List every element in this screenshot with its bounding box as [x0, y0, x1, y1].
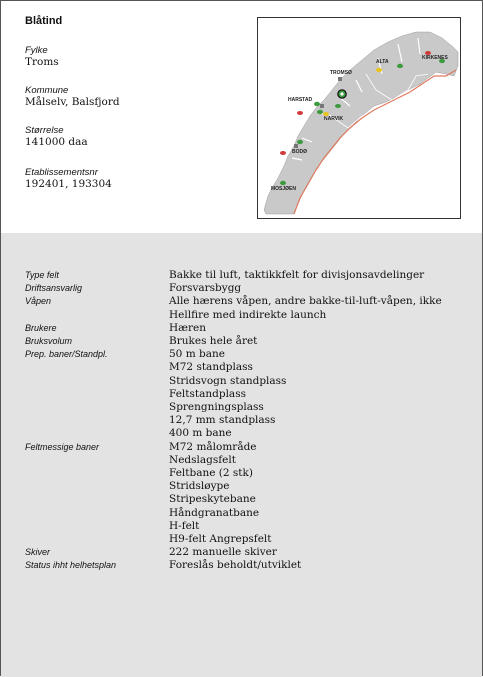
field-value: 192401, 193304 — [25, 178, 112, 190]
detail-value: Stridsvogn standplass — [169, 374, 287, 387]
detail-value: M72 standplass — [169, 361, 253, 374]
field-kommune — [25, 85, 120, 108]
field-value: Målselv, Balsfjord — [25, 96, 120, 108]
header-section — [1, 1, 482, 233]
detail-values — [169, 282, 475, 295]
field-label: Kommune — [25, 85, 69, 96]
field-label: Størrelse — [25, 125, 64, 136]
detail-label: Type felt — [25, 270, 59, 280]
detail-value: 400 m bane — [169, 427, 232, 440]
detail-row-driftsansvarlig — [25, 282, 475, 295]
detail-value: M72 målområde — [169, 440, 257, 453]
detail-label: Status ihht helhetsplan — [25, 560, 117, 571]
detail-value: Sprengningsplass — [169, 401, 264, 414]
detail-value: Håndgranatbane — [169, 506, 260, 519]
detail-values — [169, 322, 475, 335]
page-title: Blåtind — [25, 15, 63, 27]
map-label-harstad: HARSTAD — [288, 97, 313, 103]
location-map — [257, 17, 461, 219]
detail-value: Stridsløype — [169, 480, 230, 493]
map-label-kirkenes: KIRKENES — [422, 55, 448, 61]
detail-label: Driftsansvarlig — [25, 283, 83, 294]
marker-square — [320, 104, 324, 108]
detail-row-feltmessige-baner — [25, 441, 475, 547]
map-label-bodo: BODØ — [292, 149, 307, 155]
detail-value: Brukes hele året — [169, 335, 258, 348]
detail-value: Feltbane (2 stk) — [169, 467, 253, 480]
detail-row-vapen — [25, 295, 475, 321]
field-label: Fylke — [25, 45, 48, 56]
detail-value: Hæren — [169, 321, 207, 334]
map-label-alta: ALTA — [376, 59, 389, 65]
marker-center — [340, 92, 343, 95]
detail-row-type-felt — [25, 269, 475, 282]
detail-label: Bruksvolum — [25, 336, 73, 347]
marker-green — [317, 110, 323, 114]
detail-values — [169, 269, 475, 282]
detail-values — [169, 335, 475, 348]
detail-row-status — [25, 559, 475, 572]
detail-value: Forsvarsbygg — [169, 282, 242, 295]
field-value: 141000 daa — [25, 136, 88, 148]
map-label-tromso: TROMSØ — [330, 70, 352, 76]
marker-green — [297, 140, 303, 144]
detail-value: Stripeskytebane — [169, 493, 256, 506]
detail-value: Alle hærens våpen, andre bakke-til-luft-våpen, ikke Hellfire med indirekte launch — [169, 295, 442, 321]
marker-red — [280, 151, 286, 155]
field-value: Troms — [25, 56, 59, 68]
detail-row-skiver — [25, 546, 475, 559]
detail-value: 12,7 mm standplass — [169, 414, 276, 427]
map-label-mosjoen: MOSJØEN — [271, 186, 297, 192]
field-label: Etablissementsnr — [25, 167, 98, 178]
detail-label: Prep. baner/Standpl. — [25, 349, 108, 360]
detail-values — [169, 546, 475, 559]
marker-square — [338, 77, 342, 81]
marker-green — [397, 64, 403, 68]
detail-value: Bakke til luft, taktikkfelt for divisjonsavdelinger — [169, 269, 425, 281]
marker-yellow — [376, 68, 382, 72]
detail-value: Foreslås beholdt/utviklet — [169, 559, 302, 572]
detail-label: Feltmessige baner — [25, 441, 100, 452]
details-table — [25, 269, 475, 573]
field-etablissementsnr — [25, 167, 112, 190]
detail-label: Våpen — [25, 296, 52, 307]
marker-red — [297, 111, 303, 115]
detail-values — [169, 441, 475, 547]
field-fylke — [25, 45, 59, 68]
detail-label: Skiver — [25, 547, 51, 558]
northern-norway-map — [258, 18, 460, 218]
marker-green — [335, 104, 341, 108]
detail-value: Feltstandplass — [169, 387, 246, 400]
detail-values — [169, 348, 475, 440]
marker-green — [280, 181, 286, 185]
marker-green — [314, 102, 320, 106]
detail-values — [169, 295, 475, 321]
detail-value: 222 manuelle skiver — [169, 546, 277, 559]
detail-value: H9-felt Angrepsfelt — [169, 533, 272, 546]
marker-square — [294, 144, 298, 148]
detail-row-prep-baner — [25, 348, 475, 440]
detail-value: H-felt — [169, 519, 200, 532]
detail-row-bruksvolum — [25, 335, 475, 348]
detail-values — [169, 559, 475, 572]
field-storrelse — [25, 125, 88, 148]
detail-value: 50 m bane — [169, 348, 225, 361]
detail-value: Nedslagsfelt — [169, 453, 236, 466]
detail-row-brukere — [25, 322, 475, 335]
detail-label: Brukere — [25, 322, 57, 333]
map-label-narvik: NARVIK — [324, 116, 344, 122]
